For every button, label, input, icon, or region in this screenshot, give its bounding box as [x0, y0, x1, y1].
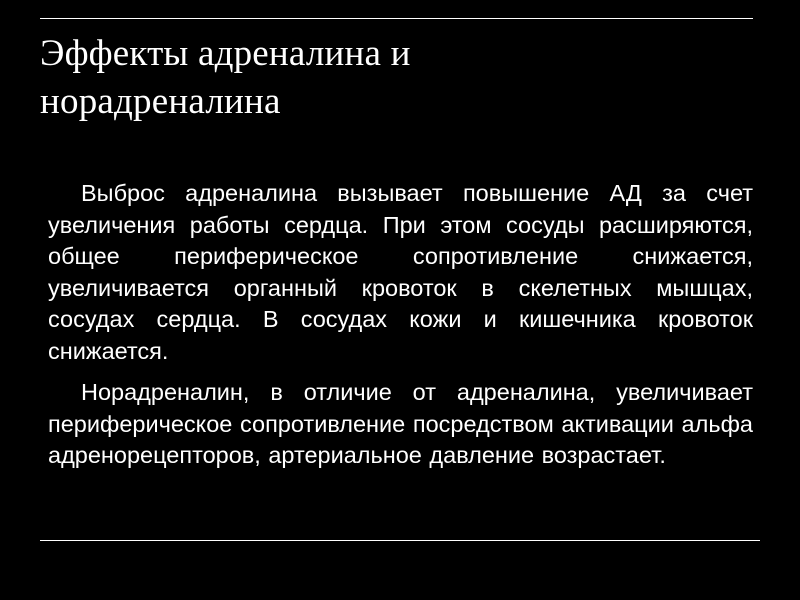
paragraph-noradrenaline: Норадреналин, в отличие от адреналина, увеличивает периферическое сопротивление посредством активации альфа адренорецепторов, артериальное давление возрастает.	[48, 379, 753, 468]
paragraph-adrenaline: Выброс адреналина вызывает повышение АД за счет увеличения работы сердца. При этом сосуды расширяются, общее периферическое сопротивление снижается, увеличивается органный кровоток в скелетных мышцах, сосудах сердца. В сосудах кожи и кишечника кровоток снижается.	[48, 180, 753, 364]
bottom-divider	[40, 540, 760, 541]
slide-title: Эффекты адреналина и норадреналина	[40, 33, 411, 122]
slide-body	[48, 178, 753, 472]
top-divider	[40, 18, 753, 19]
